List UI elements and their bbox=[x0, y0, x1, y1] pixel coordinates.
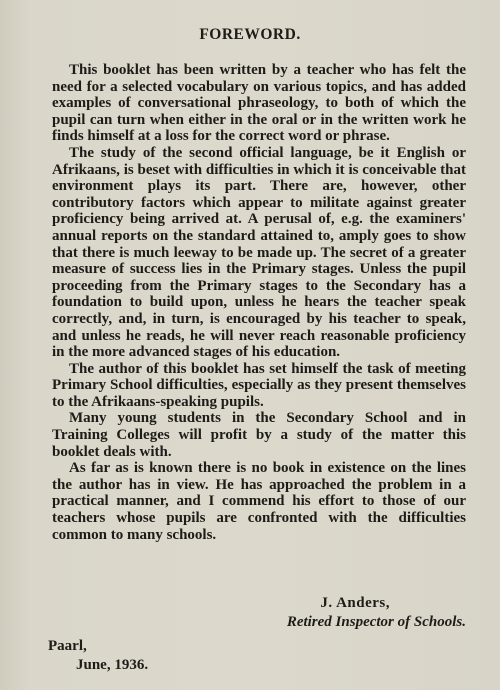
paragraph-5: As far as is known there is no book in existence on the lines the author has in view. He has approached the problem in a practical manner, and I commend his effort to those of our teachers whose pupils are confronted with the difficulties common to many schools. bbox=[52, 460, 466, 543]
place-date-block bbox=[48, 637, 148, 675]
paragraph-3: The author of this booklet has set himself the task of meeting Primary School difficulties, especially as they present themselves to the Afrikaans-speaking pupils. bbox=[52, 360, 466, 410]
date: June, 1936. bbox=[76, 657, 149, 673]
paragraph-4: Many young students in the Secondary School and in Training Colleges will profit by a study of the matter this booklet deals with. bbox=[52, 410, 466, 460]
signatory-name: J. Anders, bbox=[320, 595, 390, 611]
paragraph-1: This booklet has been written by a teacher who has felt the need for a selected vocabulary on various topics, and has added examples of conversational phraseology, to both of which the pupil can turn when either in the oral or in the written work he finds himself at a loss for the correct word or phrase. bbox=[52, 62, 466, 145]
signature-block bbox=[206, 594, 466, 632]
foreword-body bbox=[52, 62, 466, 543]
paragraph-2: The study of the second official language, be it English or Afrikaans, is beset with difficulties in which it is conceivable that environment plays its part. There are, however, other contributory factors which appear to militate against greater proficiency being arrived at. A perusal of, e.g. the examiners' annual reports on the standard attained to, amply goes to show that there is much leeway to be made up. The secret of a greater measure of success lies in the Primary stages. Unless the pupil proceeding from the Primary stages to the Secondary has a foundation to build upon, unless he hears the teacher speak correctly, and, in turn, is encouraged by his teacher to speak, and unless he reads, he will never reach reasonable proficiency in the more advanced stages of his education. bbox=[52, 144, 466, 361]
signatory-title: Retired Inspector of Schools. bbox=[286, 614, 466, 630]
place: Paarl, bbox=[48, 638, 87, 654]
page-title: FOREWORD. bbox=[199, 26, 301, 43]
